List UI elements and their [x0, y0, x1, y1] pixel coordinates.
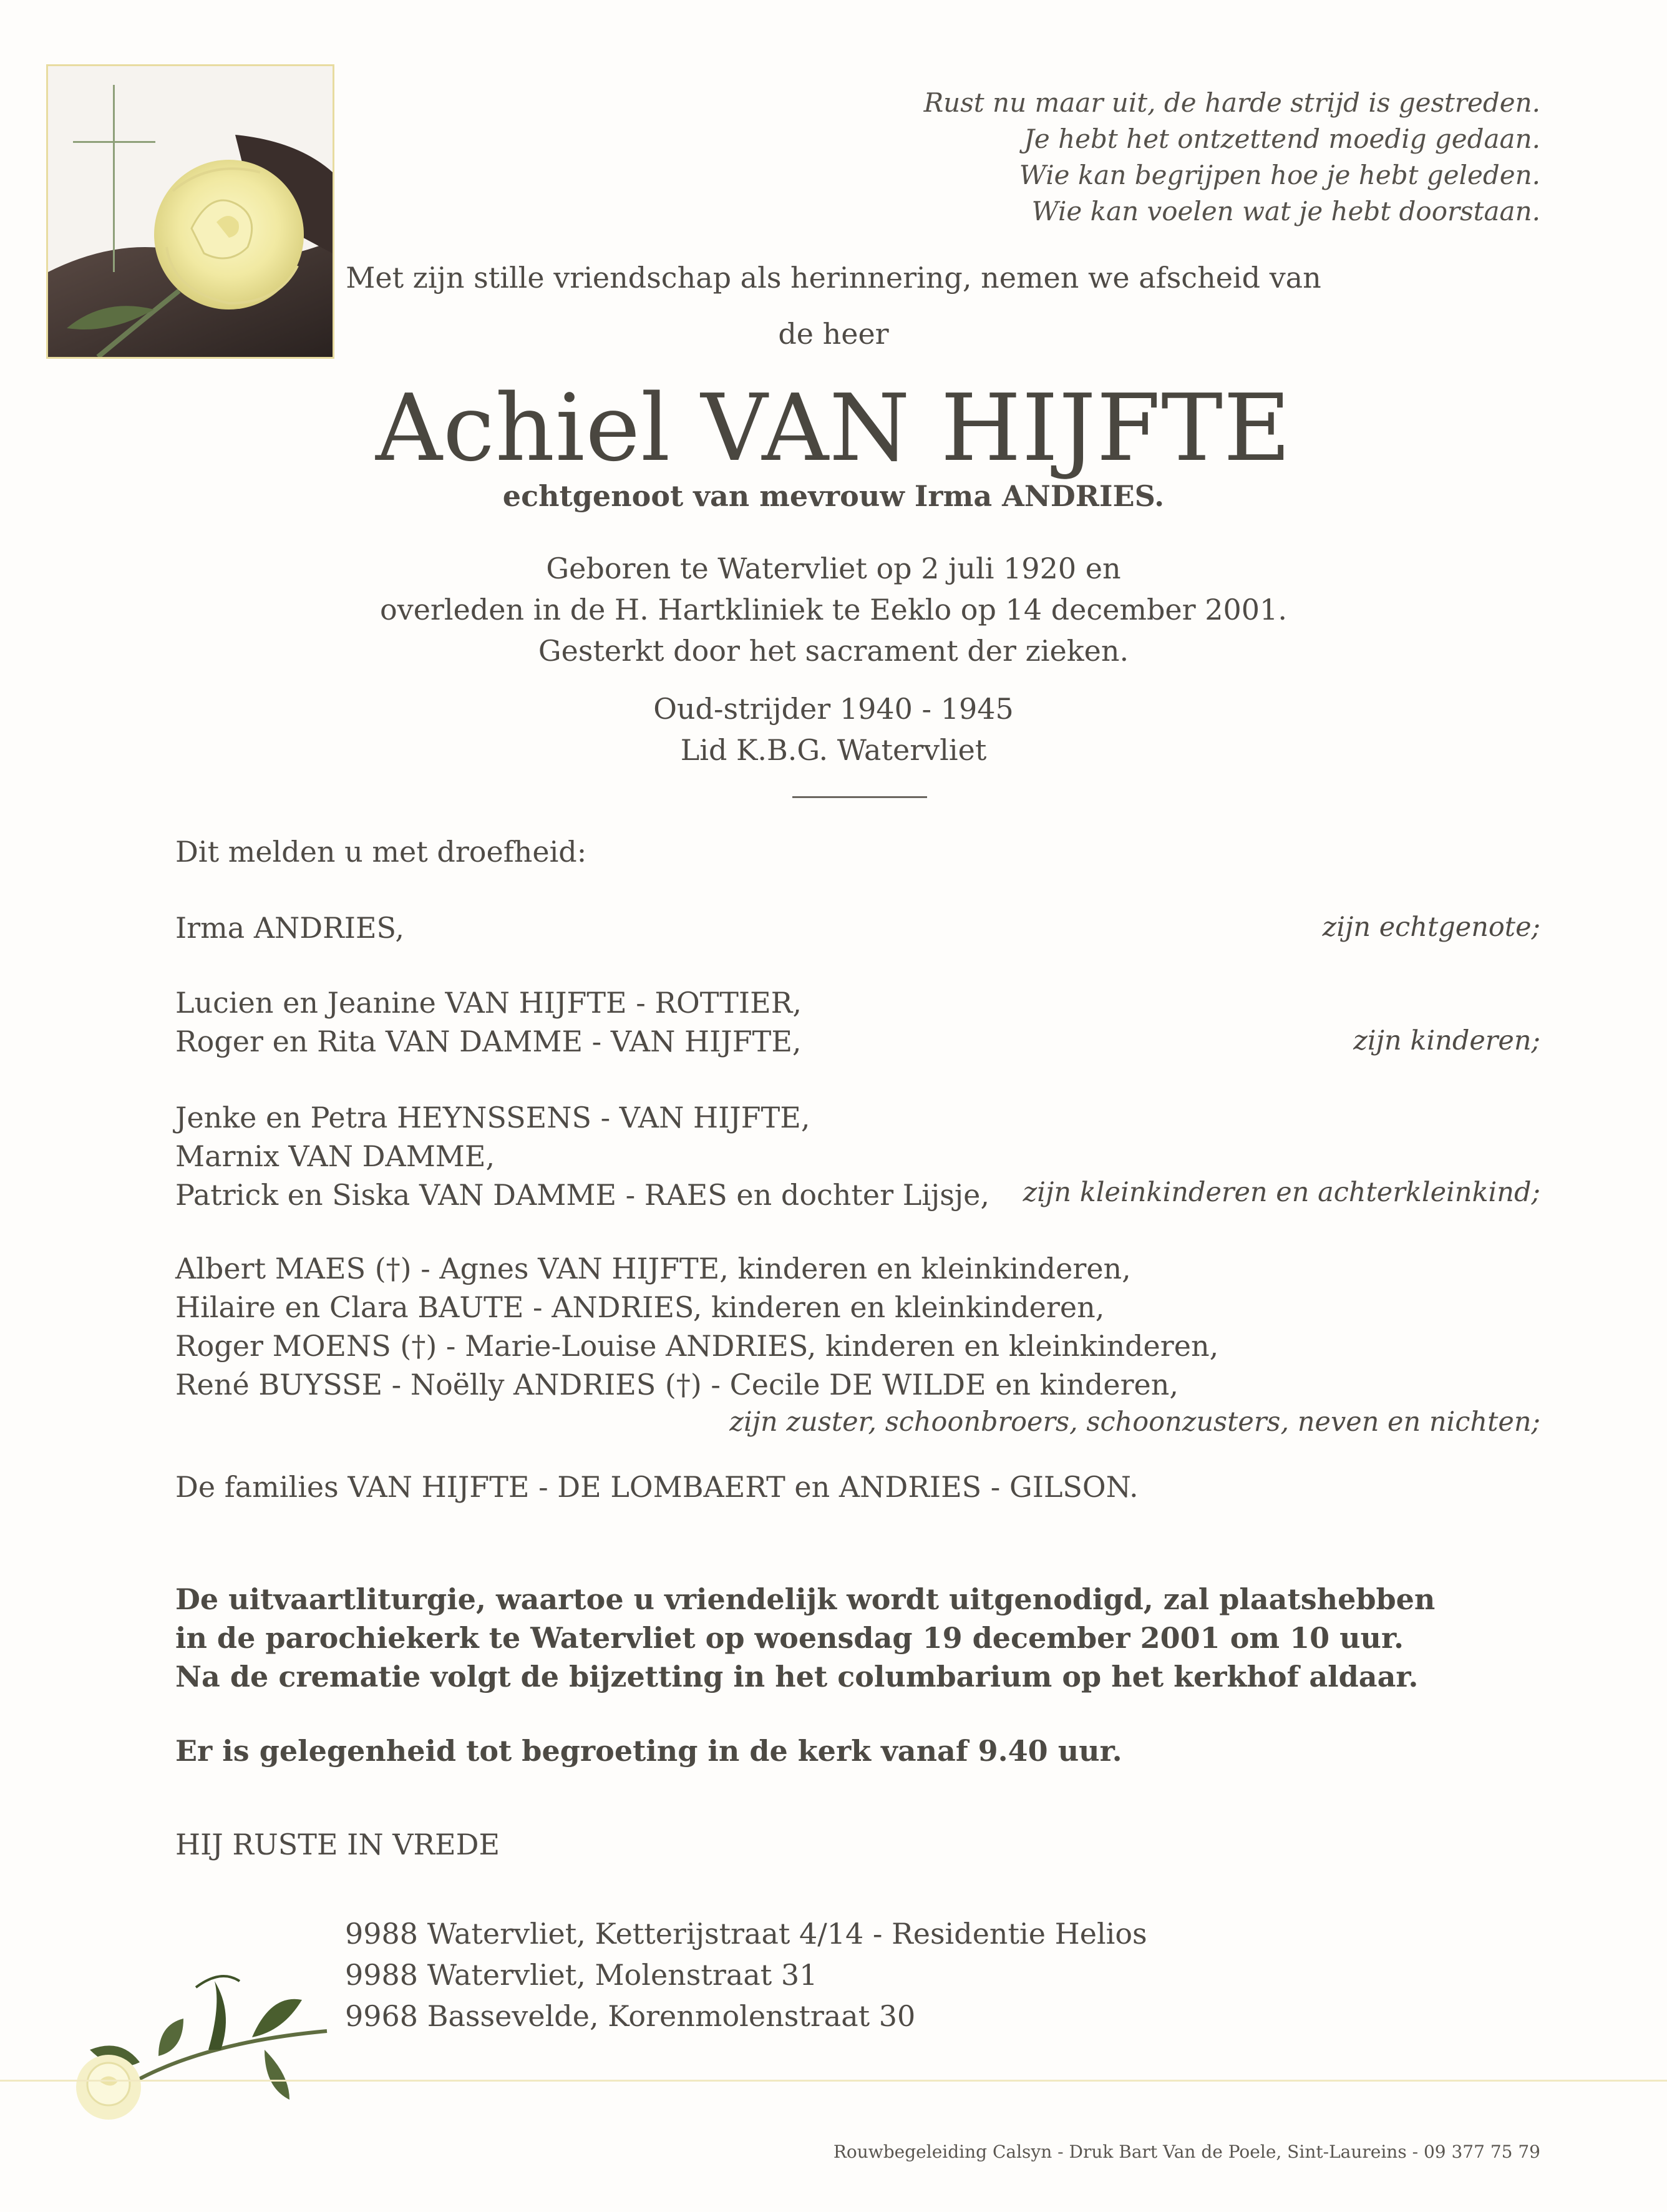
address-line: 9988 Watervliet, Molenstraat 31	[345, 1958, 818, 1992]
role-grandchildren: zijn kleinkinderen en achterkleinkind;	[1023, 1177, 1540, 1208]
bottom-rose-image	[65, 1956, 339, 2125]
poem-line: Wie kan voelen wat je hebt doorstaan.	[1031, 196, 1540, 227]
veteran-line: Oud-strijder 1940 - 1945	[653, 692, 1014, 726]
families-line: De families VAN HIJFTE - DE LOMBAERT en ANDRIES - GILSON.	[175, 1470, 1139, 1504]
mourner-line: Roger MOENS (†) - Marie-Louise ANDRIES, kinderen en kleinkinderen,	[175, 1329, 1219, 1363]
divider	[792, 796, 927, 798]
honorific: de heer	[778, 317, 889, 351]
role-siblings: zijn zuster, schoonbroers, schoonzusters, neven en nichten;	[729, 1406, 1540, 1438]
role-spouse: zijn echtgenote;	[1322, 912, 1540, 943]
printer-credit: Rouwbegeleiding Calsyn - Druk Bart Van de Poele, Sint-Laureins - 09 377 75 79	[833, 2141, 1540, 2162]
cross-icon	[113, 85, 115, 272]
deceased-name: Achiel VAN HIJFTE	[376, 374, 1291, 482]
birth-death-block	[0, 548, 1667, 671]
sacrament-line: Gesterkt door het sacrament der zieken.	[538, 634, 1129, 668]
rose-icon	[65, 1956, 339, 2125]
membership-line: Lid K.B.G. Watervliet	[680, 733, 987, 767]
veteran-block	[0, 688, 1667, 771]
mourner-line: Jenke en Petra HEYNSSENS - VAN HIJFTE,	[175, 1101, 810, 1134]
rose-cross-image	[46, 64, 334, 359]
death-line: overleden in de H. Hartkliniek te Eeklo op 14 december 2001.	[380, 593, 1287, 626]
footer-divider	[0, 2080, 1667, 2082]
mourner-line: Patrick en Siska VAN DAMME - RAES en dochter Lijsje,	[175, 1178, 989, 1212]
address-line: 9988 Watervliet, Ketterijstraat 4/14 - Residentie Helios	[345, 1917, 1147, 1951]
announce-text: Dit melden u met droefheid:	[175, 835, 587, 869]
intro-text: Met zijn stille vriendschap als herinnering, nemen we afscheid van	[346, 261, 1321, 295]
mourner-children	[175, 983, 802, 1061]
poem-line: Wie kan begrijpen hoe je hebt geleden.	[1019, 160, 1540, 190]
birth-line: Geboren te Watervliet op 2 juli 1920 en	[546, 552, 1121, 585]
mourner-line: Hilaire en Clara BAUTE - ANDRIES, kinderen en kleinkinderen,	[175, 1290, 1105, 1324]
rip-line: HIJ RUSTE IN VREDE	[175, 1828, 500, 1861]
poem-line: Rust nu maar uit, de harde strijd is gestreden.	[923, 87, 1540, 118]
mourner-spouse: Irma ANDRIES,	[175, 911, 405, 945]
mourner-grandchildren	[175, 1098, 989, 1214]
mourner-line: Roger en Rita VAN DAMME - VAN HIJFTE,	[175, 1025, 802, 1058]
address-line: 9968 Bassevelde, Korenmolenstraat 30	[345, 1999, 916, 2033]
spouse-line: echtgenoot van mevrouw Irma ANDRIES.	[502, 479, 1165, 513]
greeting-info: Er is gelegenheid tot begroeting in de kerk vanaf 9.40 uur.	[175, 1734, 1122, 1768]
funeral-line: in de parochiekerk te Watervliet op woensdag 19 december 2001 om 10 uur.	[175, 1621, 1404, 1655]
mourner-line: Albert MAES (†) - Agnes VAN HIJFTE, kinderen en kleinkinderen,	[175, 1252, 1131, 1285]
mourner-line: Lucien en Jeanine VAN HIJFTE - ROTTIER,	[175, 986, 802, 1020]
funeral-line: De uitvaartliturgie, waartoe u vriendelijk wordt uitgenodigd, zal plaatshebben	[175, 1582, 1436, 1616]
funeral-info	[175, 1580, 1435, 1696]
poem-line: Je hebt het ontzettend moedig gedaan.	[1024, 124, 1540, 154]
funeral-line: Na de crematie volgt de bijzetting in het columbarium op het kerkhof aldaar.	[175, 1660, 1419, 1693]
mourner-line: Marnix VAN DAMME,	[175, 1139, 495, 1173]
rose-cross-icon	[48, 66, 333, 357]
poem	[924, 85, 1540, 230]
mourner-siblings	[175, 1249, 1218, 1404]
mourner-line: René BUYSSE - Noëlly ANDRIES (†) - Cecile DE WILDE en kinderen,	[175, 1368, 1179, 1401]
role-children: zijn kinderen;	[1353, 1025, 1540, 1056]
addresses	[345, 1913, 1147, 2037]
